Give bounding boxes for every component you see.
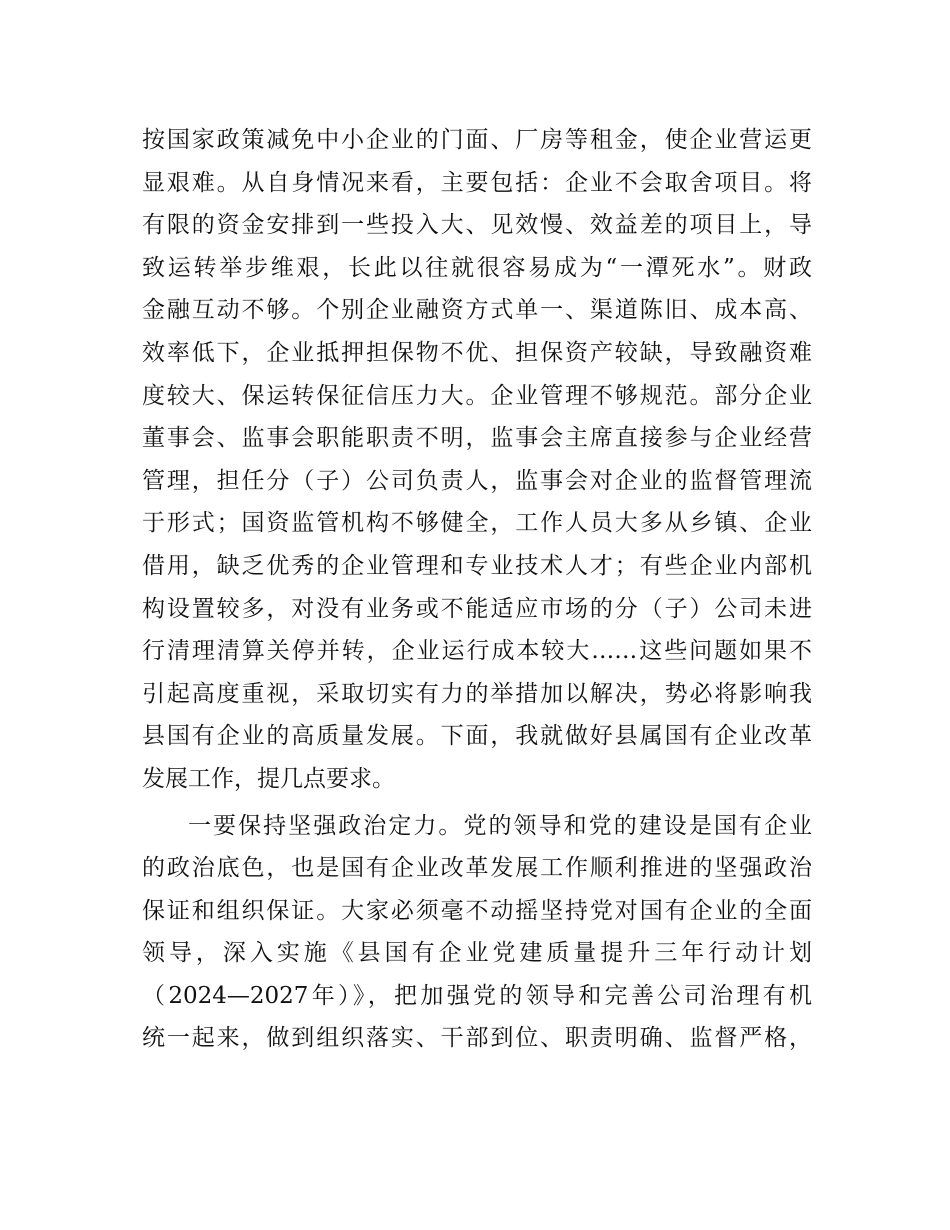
text-line: 行清理清算关停并转，企业运行成本较大……这些问题如果不 [142, 638, 812, 665]
text-line: 发展工作，提几点要求。 [142, 765, 395, 792]
text-line: 的政治底色，也是国有企业改革发展工作顺利推进的坚强政治 [142, 855, 812, 882]
text-line: 保证和组织保证。大家必须毫不动摇坚持党对国有企业的全面 [142, 897, 812, 924]
text-line: 致运转举步维艰，长此以往就很容易成为“一潭死水”。财政 [142, 254, 812, 281]
paragraph-1 [142, 119, 812, 801]
text-line: 效率低下，企业抵押担保物不优、担保资产较缺，导致融资难 [142, 339, 812, 366]
text-line: 领导，深入实施《县国有企业党建质量提升三年行动计划 [142, 940, 812, 967]
text-line: 构设置较多，对没有业务或不能适应市场的分（子）公司未进 [142, 595, 812, 622]
text-line: 董事会、监事会职能职责不明，监事会主席直接参与企业经营 [142, 425, 812, 452]
text-line: （2024—2027年）》，把加强党的领导和完善公司治理有机 [142, 982, 812, 1009]
text-line: 有限的资金安排到一些投入大、见效慢、效益差的项目上，导 [142, 212, 812, 239]
body-text [142, 119, 812, 1060]
text-line: 统一起来，做到组织落实、干部到位、职责明确、监督严格， [142, 1025, 812, 1052]
text-line: 借用，缺乏优秀的企业管理和专业技术人才；有些企业内部机 [142, 552, 812, 579]
text-line: 引起高度重视，采取切实有力的举措加以解决，势必将影响我 [142, 680, 812, 707]
text-line: 县国有企业的高质量发展。下面，我就做好县属国有企业改革 [142, 723, 812, 750]
text-line: 管理，担任分（子）公司负责人，监事会对企业的监督管理流 [142, 467, 812, 494]
text-line: 一要保持坚强政治定力。党的领导和党的建设是国有企业 [188, 812, 812, 839]
text-line: 度较大、保运转保征信压力大。企业管理不够规范。部分企业 [142, 382, 812, 409]
text-line: 显艰难。从自身情况来看，主要包括：企业不会取舍项目。将 [142, 169, 812, 196]
text-line: 于形式；国资监管机构不够健全，工作人员大多从乡镇、企业 [142, 510, 812, 537]
paragraph-2 [142, 805, 812, 1061]
text-line: 按国家政策减免中小企业的门面、厂房等租金，使企业营运更 [142, 127, 812, 153]
text-line: 金融互动不够。个别企业融资方式单一、渠道陈旧、成本高、 [142, 297, 812, 324]
